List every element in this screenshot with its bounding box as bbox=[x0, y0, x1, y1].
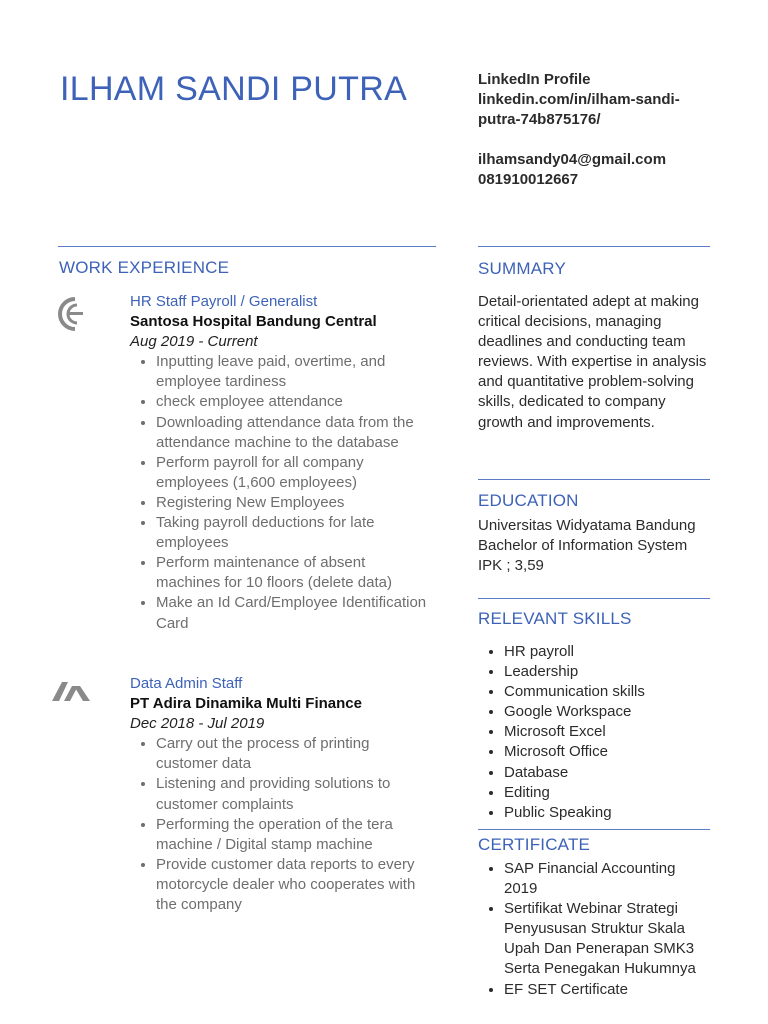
list-item: • Performing the operation of the tera machine / Digital stamp machine bbox=[156, 815, 430, 855]
list-item: • Leadership bbox=[504, 662, 718, 682]
list-item: • Make an Id Card/Employee Identification Card bbox=[156, 593, 430, 633]
education-school: Universitas Widyatama Bandung bbox=[478, 517, 696, 534]
skills-heading: RELEVANT SKILLS bbox=[478, 609, 632, 628]
phone-number: 081910012667 bbox=[478, 171, 579, 188]
summary-divider bbox=[478, 246, 710, 247]
job-entry-2 bbox=[130, 674, 430, 915]
santosa-logo-icon bbox=[58, 296, 86, 332]
list-item: • Registering New Employees bbox=[156, 493, 430, 513]
certificate-list bbox=[478, 859, 710, 1000]
email-address[interactable]: ilhamsandy04@gmail.com bbox=[478, 151, 667, 168]
job-duties-list bbox=[130, 352, 430, 633]
job-dates: Aug 2019 - Current bbox=[130, 333, 258, 351]
list-item: • EF SET Certificate bbox=[504, 980, 710, 1000]
list-item: • Carry out the process of printing customer data bbox=[156, 734, 430, 774]
adira-logo-icon bbox=[52, 680, 90, 702]
list-item: • Sertifikat Webinar Strategi Penyususan Struktur Skala Upah Dan Penerapan SMK3 Serta Penegakan Hukumnya bbox=[504, 899, 710, 979]
certificate-block bbox=[478, 859, 710, 1000]
list-item: • Perform maintenance of absent machines for 10 floors (delete data) bbox=[156, 553, 430, 593]
list-item: • Taking payroll deductions for late employees bbox=[156, 513, 430, 553]
job-title: Data Admin Staff bbox=[130, 675, 243, 692]
contact-block bbox=[478, 70, 738, 190]
list-item: • Listening and providing solutions to customer complaints bbox=[156, 774, 430, 814]
job-dates: Dec 2018 - Jul 2019 bbox=[130, 715, 265, 733]
certificate-heading: CERTIFICATE bbox=[478, 835, 591, 854]
candidate-name: ILHAM SANDI PUTRA bbox=[60, 70, 408, 108]
certificate-divider bbox=[478, 829, 710, 830]
work-divider bbox=[58, 246, 436, 247]
skills-list bbox=[478, 642, 718, 823]
job-title: HR Staff Payroll / Generalist bbox=[130, 293, 318, 310]
skills-divider bbox=[478, 598, 710, 599]
list-item: • Google Workspace bbox=[504, 702, 718, 722]
education-degree: Bachelor of Information System bbox=[478, 537, 688, 555]
skills-block bbox=[478, 642, 718, 823]
job-entry-1 bbox=[130, 292, 430, 634]
list-item: • Microsoft Excel bbox=[504, 722, 718, 742]
list-item: • Editing bbox=[504, 783, 718, 803]
list-item: • Microsoft Office bbox=[504, 742, 718, 762]
list-item: • Downloading attendance data from the attendance machine to the database bbox=[156, 413, 430, 453]
summary-heading: SUMMARY bbox=[478, 259, 566, 278]
education-divider bbox=[478, 479, 710, 480]
education-heading: EDUCATION bbox=[478, 491, 579, 510]
linkedin-url[interactable]: linkedin.com/in/ilham-sandi- putra-74b875176/ bbox=[478, 91, 680, 128]
job-company: PT Adira Dinamika Multi Finance bbox=[130, 695, 362, 713]
linkedin-label: LinkedIn Profile bbox=[478, 71, 591, 88]
job-company: Santosa Hospital Bandung Central bbox=[130, 313, 377, 331]
list-item: • Public Speaking bbox=[504, 803, 718, 823]
education-gpa: IPK ; 3,59 bbox=[478, 557, 544, 575]
list-item: • SAP Financial Accounting 2019 bbox=[504, 859, 710, 899]
list-item: • Database bbox=[504, 763, 718, 783]
list-item: • Communication skills bbox=[504, 682, 718, 702]
education-block bbox=[478, 516, 718, 576]
job-duties-list bbox=[130, 734, 430, 915]
list-item: • HR payroll bbox=[504, 642, 718, 662]
list-item: • Inputting leave paid, overtime, and employee tardiness bbox=[156, 352, 430, 392]
work-heading: WORK EXPERIENCE bbox=[59, 258, 230, 277]
summary-text: Detail-orientated adept at making critical decisions, managing deadlines and conducting team reviews. With expertise in analysis and quantitative problem-solving skills, dedicated to company growth and improvements. bbox=[478, 293, 707, 431]
list-item: • Perform payroll for all company employees (1,600 employees) bbox=[156, 453, 430, 493]
list-item: • check employee attendance bbox=[156, 392, 430, 412]
list-item: • Provide customer data reports to every motorcycle dealer who cooperates with the company bbox=[156, 855, 430, 915]
